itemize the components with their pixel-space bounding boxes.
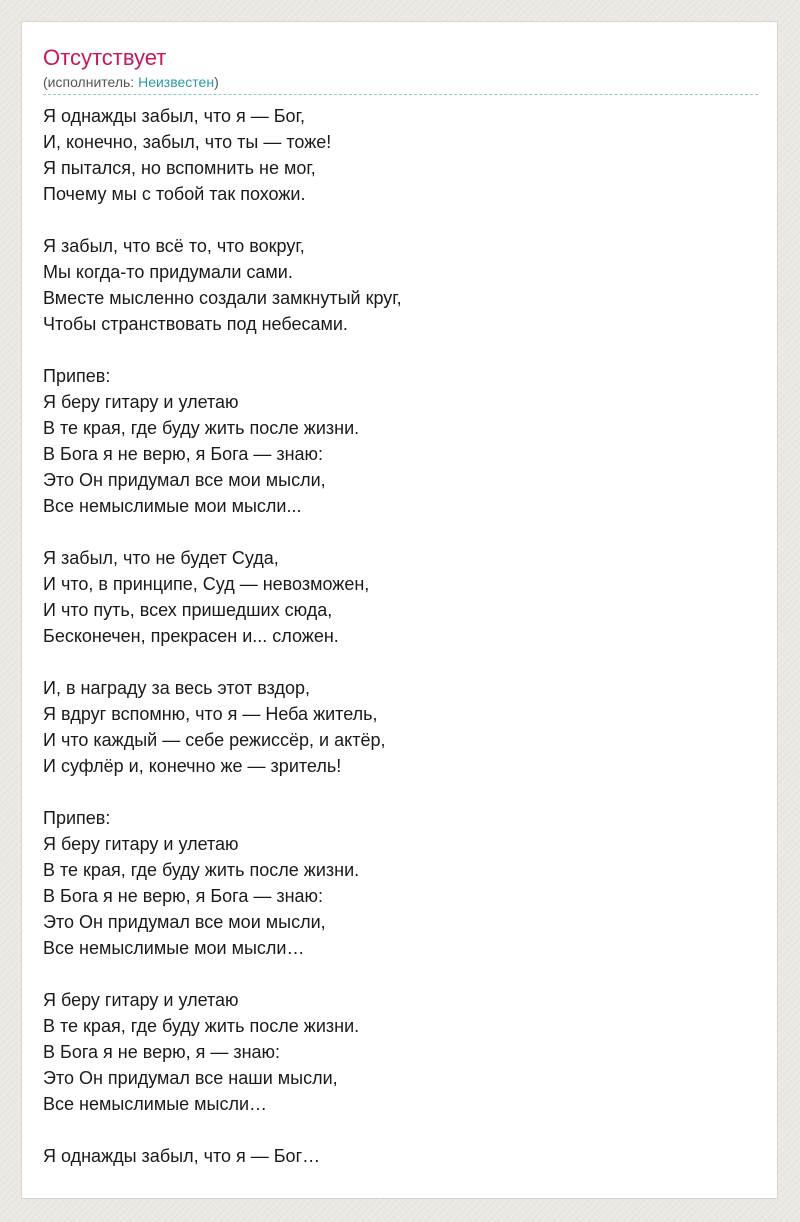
lyrics-line: Я беру гитару и улетаю: [43, 392, 239, 412]
stanza-gap: [43, 519, 758, 545]
lyrics-line: Я забыл, что не будет Суда,: [43, 548, 279, 568]
artist-prefix: (исполнитель:: [43, 74, 139, 90]
song-title: Отсутствует: [43, 45, 167, 70]
lyrics-line: И что каждый — себе режиссёр, и актёр,: [43, 730, 386, 750]
lyrics-line: Я беру гитару и улетаю: [43, 990, 239, 1010]
lyrics-line: В те края, где буду жить после жизни.: [43, 418, 360, 438]
lyrics-line: Мы когда-то придумали сами.: [43, 262, 293, 282]
lyrics-line: Я однажды забыл, что я — Бог,: [43, 106, 305, 126]
lyrics-line: Все немыслимые мысли…: [43, 1094, 268, 1114]
lyrics-line: И, конечно, забыл, что ты — тоже!: [43, 132, 332, 152]
lyrics-line: Я беру гитару и улетаю: [43, 834, 239, 854]
stanza-gap: [43, 1117, 758, 1143]
lyrics-line: И что, в принципе, Суд — невозможен,: [43, 574, 370, 594]
lyrics-line: В Бога я не верю, я Бога — знаю:: [43, 444, 324, 464]
lyrics-line: В те края, где буду жить после жизни.: [43, 1016, 360, 1036]
stanza-gap: [43, 207, 758, 233]
stanza-gap: [43, 961, 758, 987]
lyrics-line: Чтобы странствовать под небесами.: [43, 314, 348, 334]
lyrics-line: Я пытался, но вспомнить не мог,: [43, 158, 316, 178]
chorus-label: Припев:: [43, 808, 111, 828]
lyrics-line: В Бога я не верю, я — знаю:: [43, 1042, 281, 1062]
lyrics-line: Это Он придумал все мои мысли,: [43, 470, 326, 490]
artist-link[interactable]: Неизвестен: [138, 74, 215, 90]
lyrics-line: Это Он придумал все мои мысли,: [43, 912, 326, 932]
lyrics-line: В Бога я не верю, я Бога — знаю:: [43, 886, 324, 906]
chorus-label: Припев:: [43, 366, 111, 386]
lyrics-line: Я забыл, что всё то, что вокруг,: [43, 236, 305, 256]
artist-line: [43, 73, 219, 91]
lyrics-line: Вместе мысленно создали замкнутый круг,: [43, 288, 402, 308]
lyrics-line: Почему мы с тобой так похожи.: [43, 184, 306, 204]
lyrics-line: Это Он придумал все наши мысли,: [43, 1068, 338, 1088]
lyrics-line: И, в награду за весь этот вздор,: [43, 678, 310, 698]
artist-suffix: ): [214, 74, 219, 90]
stanza-gap: [43, 779, 758, 805]
lyrics-line: Все немыслимые мои мысли...: [43, 496, 302, 516]
lyrics-line: Все немыслимые мои мысли…: [43, 938, 305, 958]
stanza-gap: [43, 649, 758, 675]
stanza-gap: [43, 337, 758, 363]
lyrics-line: Я однажды забыл, что я — Бог…: [43, 1146, 321, 1166]
lyrics-card: [21, 21, 778, 1199]
lyrics-line: Бесконечен, прекрасен и... сложен.: [43, 626, 339, 646]
lyrics-line: В те края, где буду жить после жизни.: [43, 860, 360, 880]
lyrics-line: И суфлёр и, конечно же — зритель!: [43, 756, 342, 776]
title-divider: [43, 94, 758, 95]
lyrics-body: [43, 103, 758, 1169]
lyrics-line: И что путь, всех пришедших сюда,: [43, 600, 333, 620]
lyrics-line: Я вдруг вспомню, что я — Неба житель,: [43, 704, 378, 724]
